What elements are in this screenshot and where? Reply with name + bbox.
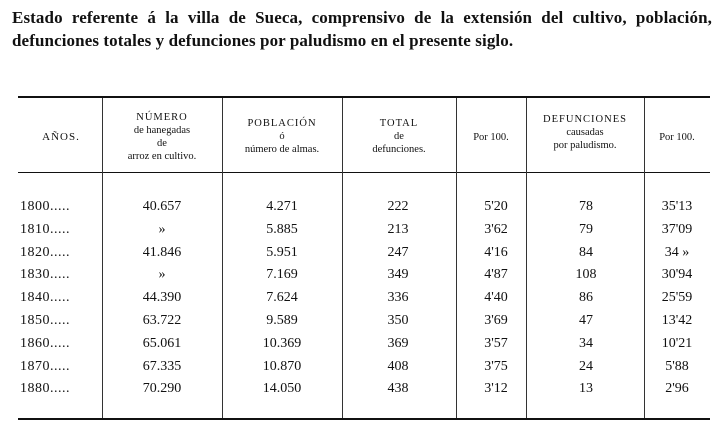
cell-year: 1800..... bbox=[20, 199, 70, 214]
cell-malaria-deaths: 108 bbox=[575, 267, 597, 283]
cell-total-deaths: 336 bbox=[387, 290, 409, 306]
cell-year: 1870..... bbox=[20, 358, 70, 374]
cell-percent-1: 3'69 bbox=[484, 313, 508, 328]
cell-total-deaths: 369 bbox=[387, 335, 409, 351]
cell-percent-2: 5'88 bbox=[665, 358, 689, 374]
top-rule bbox=[18, 96, 710, 98]
cell-percent-2: 25'59 bbox=[661, 290, 693, 306]
cell-total-deaths: 350 bbox=[387, 313, 409, 328]
cell-year: 1810..... bbox=[20, 221, 70, 237]
cell-population: 14.050 bbox=[262, 381, 302, 397]
cell-year: 1880..... bbox=[20, 381, 70, 397]
cell-rice-hectares: 70.290 bbox=[142, 381, 182, 397]
cell-percent-2: 30'94 bbox=[661, 267, 693, 283]
header-percent-1: Por 100. bbox=[473, 132, 509, 143]
cell-percent-2: 34 » bbox=[664, 244, 690, 260]
header-population: POBLACIÓN ó número de almas. bbox=[244, 118, 320, 155]
cell-percent-2: 2'96 bbox=[665, 381, 689, 397]
cell-population: 7.169 bbox=[266, 267, 298, 283]
cell-year: 1830..... bbox=[20, 267, 70, 283]
cell-malaria-deaths: 79 bbox=[579, 221, 593, 237]
cell-rice-hectares: 40.657 bbox=[142, 199, 182, 214]
cell-malaria-deaths: 84 bbox=[579, 244, 593, 260]
cell-total-deaths: 247 bbox=[387, 244, 409, 260]
cell-year: 1840..... bbox=[20, 290, 70, 306]
cell-rice-hectares: » bbox=[158, 221, 166, 237]
cell-population: 9.589 bbox=[266, 313, 298, 328]
cell-population: 7.624 bbox=[266, 290, 298, 306]
cell-year: 1820..... bbox=[20, 244, 70, 260]
cell-percent-1: 3'12 bbox=[484, 381, 508, 397]
cell-percent-1: 3'75 bbox=[484, 358, 508, 374]
cell-percent-1: 5'20 bbox=[484, 199, 508, 214]
cell-year: 1860..... bbox=[20, 335, 70, 351]
cell-percent-1: 3'57 bbox=[484, 335, 508, 351]
table-caption: Estado referente á la villa de Sueca, comprensivo de la extensión del cultivo, población, defunciones totales y defunciones por paludismo en el presente siglo. bbox=[12, 8, 712, 50]
header-total-deaths: TOTAL de defunciones. bbox=[372, 118, 426, 155]
cell-rice-hectares: 63.722 bbox=[142, 313, 182, 328]
cell-percent-2: 37'09 bbox=[661, 221, 693, 237]
cell-malaria-deaths: 86 bbox=[579, 290, 593, 306]
cell-percent-2: 13'42 bbox=[661, 313, 693, 328]
cell-population: 10.870 bbox=[262, 358, 302, 374]
cell-year: 1850..... bbox=[20, 313, 70, 328]
bottom-rule bbox=[18, 418, 710, 420]
header-malaria-deaths: DEFUNCIONES causadas por paludismo. bbox=[543, 114, 627, 151]
cell-population: 10.369 bbox=[262, 335, 302, 351]
cell-percent-1: 4'16 bbox=[484, 244, 508, 260]
cell-rice-hectares: 41.846 bbox=[142, 244, 182, 260]
cell-rice-hectares: » bbox=[158, 267, 166, 283]
cell-total-deaths: 213 bbox=[387, 221, 409, 237]
cell-malaria-deaths: 47 bbox=[579, 313, 593, 328]
cell-population: 4.271 bbox=[266, 199, 298, 214]
header-rule bbox=[18, 172, 710, 173]
cell-total-deaths: 438 bbox=[387, 381, 409, 397]
cell-rice-hectares: 67.335 bbox=[142, 358, 182, 374]
cell-population: 5.885 bbox=[266, 221, 298, 237]
header-percent-2: Por 100. bbox=[659, 132, 695, 143]
cell-percent-2: 35'13 bbox=[661, 199, 693, 214]
cell-population: 5.951 bbox=[266, 244, 298, 260]
header-years: AÑOS. bbox=[42, 131, 80, 143]
cell-total-deaths: 222 bbox=[387, 199, 409, 214]
cell-total-deaths: 408 bbox=[387, 358, 409, 374]
cell-malaria-deaths: 24 bbox=[579, 358, 593, 374]
cell-malaria-deaths: 13 bbox=[579, 381, 593, 397]
cell-rice-hectares: 65.061 bbox=[142, 335, 182, 351]
cell-rice-hectares: 44.390 bbox=[142, 290, 182, 306]
cell-percent-2: 10'21 bbox=[661, 335, 693, 351]
cell-malaria-deaths: 78 bbox=[579, 199, 593, 214]
cell-percent-1: 4'40 bbox=[484, 290, 508, 306]
cell-total-deaths: 349 bbox=[387, 267, 409, 283]
cell-percent-1: 3'62 bbox=[484, 221, 508, 237]
cell-malaria-deaths: 34 bbox=[579, 335, 593, 351]
header-rice-hectares: NÚMERO de hanegadas de arroz en cultivo. bbox=[127, 112, 197, 162]
cell-percent-1: 4'87 bbox=[484, 267, 508, 283]
